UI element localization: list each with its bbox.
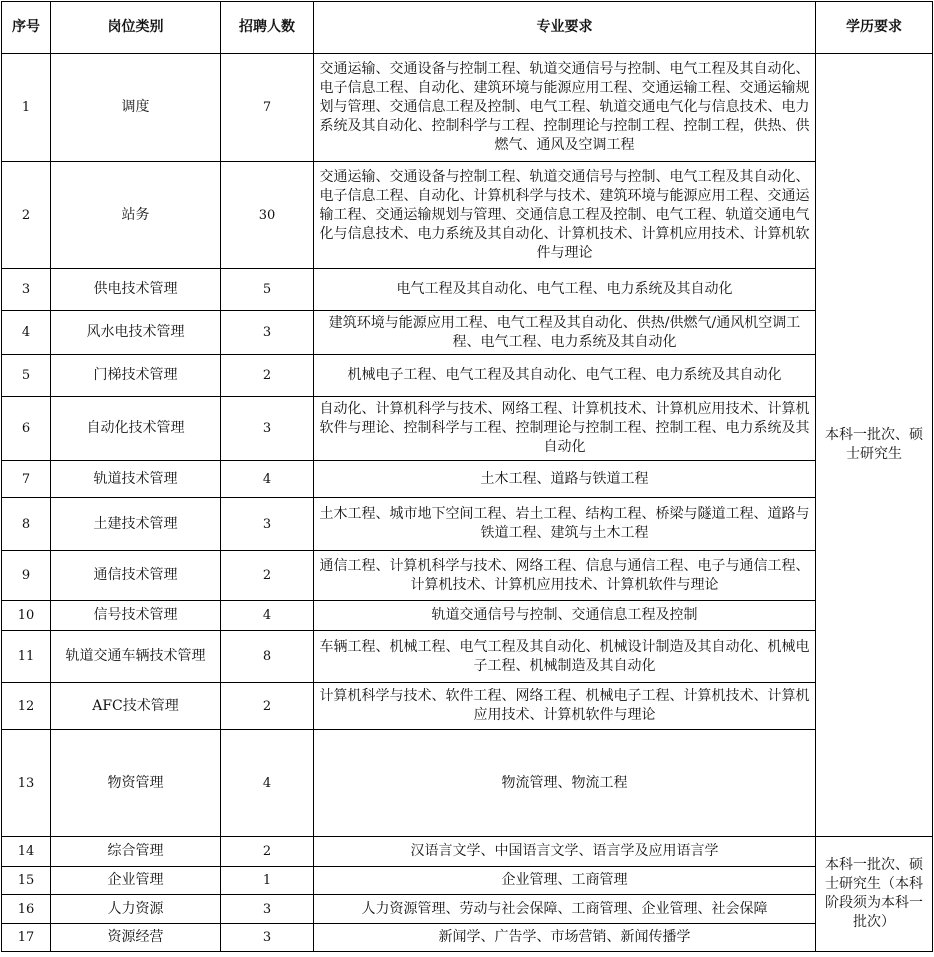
table-row xyxy=(2,311,933,355)
row-category: 风水电技术管理 xyxy=(51,311,221,355)
row-no: 7 xyxy=(2,461,51,498)
row-major: 机械电子工程、电气工程及其自动化、电气工程、电力系统及其自动化 xyxy=(314,355,816,397)
table-row xyxy=(2,498,933,551)
table-row xyxy=(2,683,933,730)
row-category: 通信技术管理 xyxy=(51,551,221,601)
row-major: 企业管理、工商管理 xyxy=(314,867,816,895)
row-major: 土木工程、城市地下空间工程、岩土工程、结构工程、桥梁与隧道工程、道路与铁道工程、建筑与土木工程 xyxy=(314,498,816,551)
row-no: 9 xyxy=(2,551,51,601)
row-major: 交通运输、交通设备与控制工程、轨道交通信号与控制、电气工程及其自动化、电子信息工程、自动化、计算机科学与技术、建筑环境与能源应用工程、交通运输工程、交通运输规划与管理、交通信息工程及控制、电气工程、轨道交通电气化与信息技术、电力系统及其自动化、计算机技术、计算机应用技术、计算机软件与理论 xyxy=(314,162,816,269)
row-count: 1 xyxy=(221,867,314,895)
row-major: 交通运输、交通设备与控制工程、轨道交通信号与控制、电气工程及其自动化、电子信息工程、自动化、建筑环境与能源应用工程、交通运输工程、交通运输规划与管理、交通信息工程及控制、电气工程、轨道交通电气化与信息技术、电力系统及其自动化、控制科学与工程、控制理论与控制工程、控制工程，供热、供燃气、通风及空调工程 xyxy=(314,54,816,162)
row-no: 17 xyxy=(2,924,51,952)
row-count: 4 xyxy=(221,730,314,837)
table-row xyxy=(2,730,933,837)
row-no: 10 xyxy=(2,601,51,631)
row-major: 计算机科学与技术、软件工程、网络工程、机械电子工程、计算机技术、计算机应用技术、计算机软件与理论 xyxy=(314,683,816,730)
row-category: 综合管理 xyxy=(51,837,221,867)
education-group-2: 本科一批次、硕士研究生（本科阶段须为本科一批次） xyxy=(816,837,933,952)
row-category: 站务 xyxy=(51,162,221,269)
row-count: 3 xyxy=(221,498,314,551)
row-no: 6 xyxy=(2,397,51,461)
table-row xyxy=(2,355,933,397)
table-row xyxy=(2,601,933,631)
row-count: 4 xyxy=(221,461,314,498)
header-major: 专业要求 xyxy=(314,2,816,54)
row-count: 2 xyxy=(221,837,314,867)
row-category: 物资管理 xyxy=(51,730,221,837)
row-no: 1 xyxy=(2,54,51,162)
row-category: 企业管理 xyxy=(51,867,221,895)
table-row xyxy=(2,397,933,461)
table-row xyxy=(2,269,933,311)
row-category: 调度 xyxy=(51,54,221,162)
row-count: 2 xyxy=(221,551,314,601)
row-count: 4 xyxy=(221,601,314,631)
education-group-1: 本科一批次、硕士研究生 xyxy=(816,54,933,837)
table-row xyxy=(2,895,933,924)
row-count: 3 xyxy=(221,924,314,952)
row-major: 通信工程、计算机科学与技术、网络工程、信息与通信工程、电子与通信工程、计算机技术、计算机应用技术、计算机软件与理论 xyxy=(314,551,816,601)
row-count: 30 xyxy=(221,162,314,269)
row-count: 2 xyxy=(221,683,314,730)
header-row xyxy=(2,2,933,54)
recruitment-table xyxy=(1,1,933,952)
row-no: 4 xyxy=(2,311,51,355)
row-category: 供电技术管理 xyxy=(51,269,221,311)
row-count: 2 xyxy=(221,355,314,397)
table-row xyxy=(2,551,933,601)
row-major: 汉语言文学、中国语言文学、语言学及应用语言学 xyxy=(314,837,816,867)
row-no: 15 xyxy=(2,867,51,895)
row-category: 门梯技术管理 xyxy=(51,355,221,397)
row-category: 人力资源 xyxy=(51,895,221,924)
row-no: 11 xyxy=(2,631,51,683)
row-category: 信号技术管理 xyxy=(51,601,221,631)
row-count: 5 xyxy=(221,269,314,311)
table-row xyxy=(2,924,933,952)
row-no: 3 xyxy=(2,269,51,311)
row-category: 资源经营 xyxy=(51,924,221,952)
row-major: 土木工程、道路与铁道工程 xyxy=(314,461,816,498)
row-category: 自动化技术管理 xyxy=(51,397,221,461)
row-count: 3 xyxy=(221,311,314,355)
row-major: 物流管理、物流工程 xyxy=(314,730,816,837)
row-category: AFC技术管理 xyxy=(51,683,221,730)
row-major: 新闻学、广告学、市场营销、新闻传播学 xyxy=(314,924,816,952)
row-major: 车辆工程、机械工程、电气工程及其自动化、机械设计制造及其自动化、机械电子工程、机械制造及其自动化 xyxy=(314,631,816,683)
row-major: 电气工程及其自动化、电气工程、电力系统及其自动化 xyxy=(314,269,816,311)
row-count: 3 xyxy=(221,397,314,461)
header-education: 学历要求 xyxy=(816,2,933,54)
row-category: 轨道技术管理 xyxy=(51,461,221,498)
row-count: 3 xyxy=(221,895,314,924)
header-category: 岗位类别 xyxy=(51,2,221,54)
row-major: 人力资源管理、劳动与社会保障、工商管理、企业管理、社会保障 xyxy=(314,895,816,924)
table-row xyxy=(2,54,933,162)
table-row xyxy=(2,461,933,498)
table-row xyxy=(2,631,933,683)
table-row xyxy=(2,837,933,867)
row-count: 8 xyxy=(221,631,314,683)
row-category: 土建技术管理 xyxy=(51,498,221,551)
row-major: 自动化、计算机科学与技术、网络工程、计算机技术、计算机应用技术、计算机软件与理论、控制科学与工程、控制理论与控制工程、控制工程、电力系统及其自动化 xyxy=(314,397,816,461)
row-no: 2 xyxy=(2,162,51,269)
row-no: 14 xyxy=(2,837,51,867)
row-major: 轨道交通信号与控制、交通信息工程及控制 xyxy=(314,601,816,631)
row-category: 轨道交通车辆技术管理 xyxy=(51,631,221,683)
header-no: 序号 xyxy=(2,2,51,54)
header-count: 招聘人数 xyxy=(221,2,314,54)
row-count: 7 xyxy=(221,54,314,162)
table-row xyxy=(2,162,933,269)
row-no: 13 xyxy=(2,730,51,837)
row-no: 12 xyxy=(2,683,51,730)
row-no: 16 xyxy=(2,895,51,924)
table-row xyxy=(2,867,933,895)
row-major: 建筑环境与能源应用工程、电气工程及其自动化、供热/供燃气/通风机空调工程、电气工程、电力系统及其自动化 xyxy=(314,311,816,355)
row-no: 5 xyxy=(2,355,51,397)
row-no: 8 xyxy=(2,498,51,551)
